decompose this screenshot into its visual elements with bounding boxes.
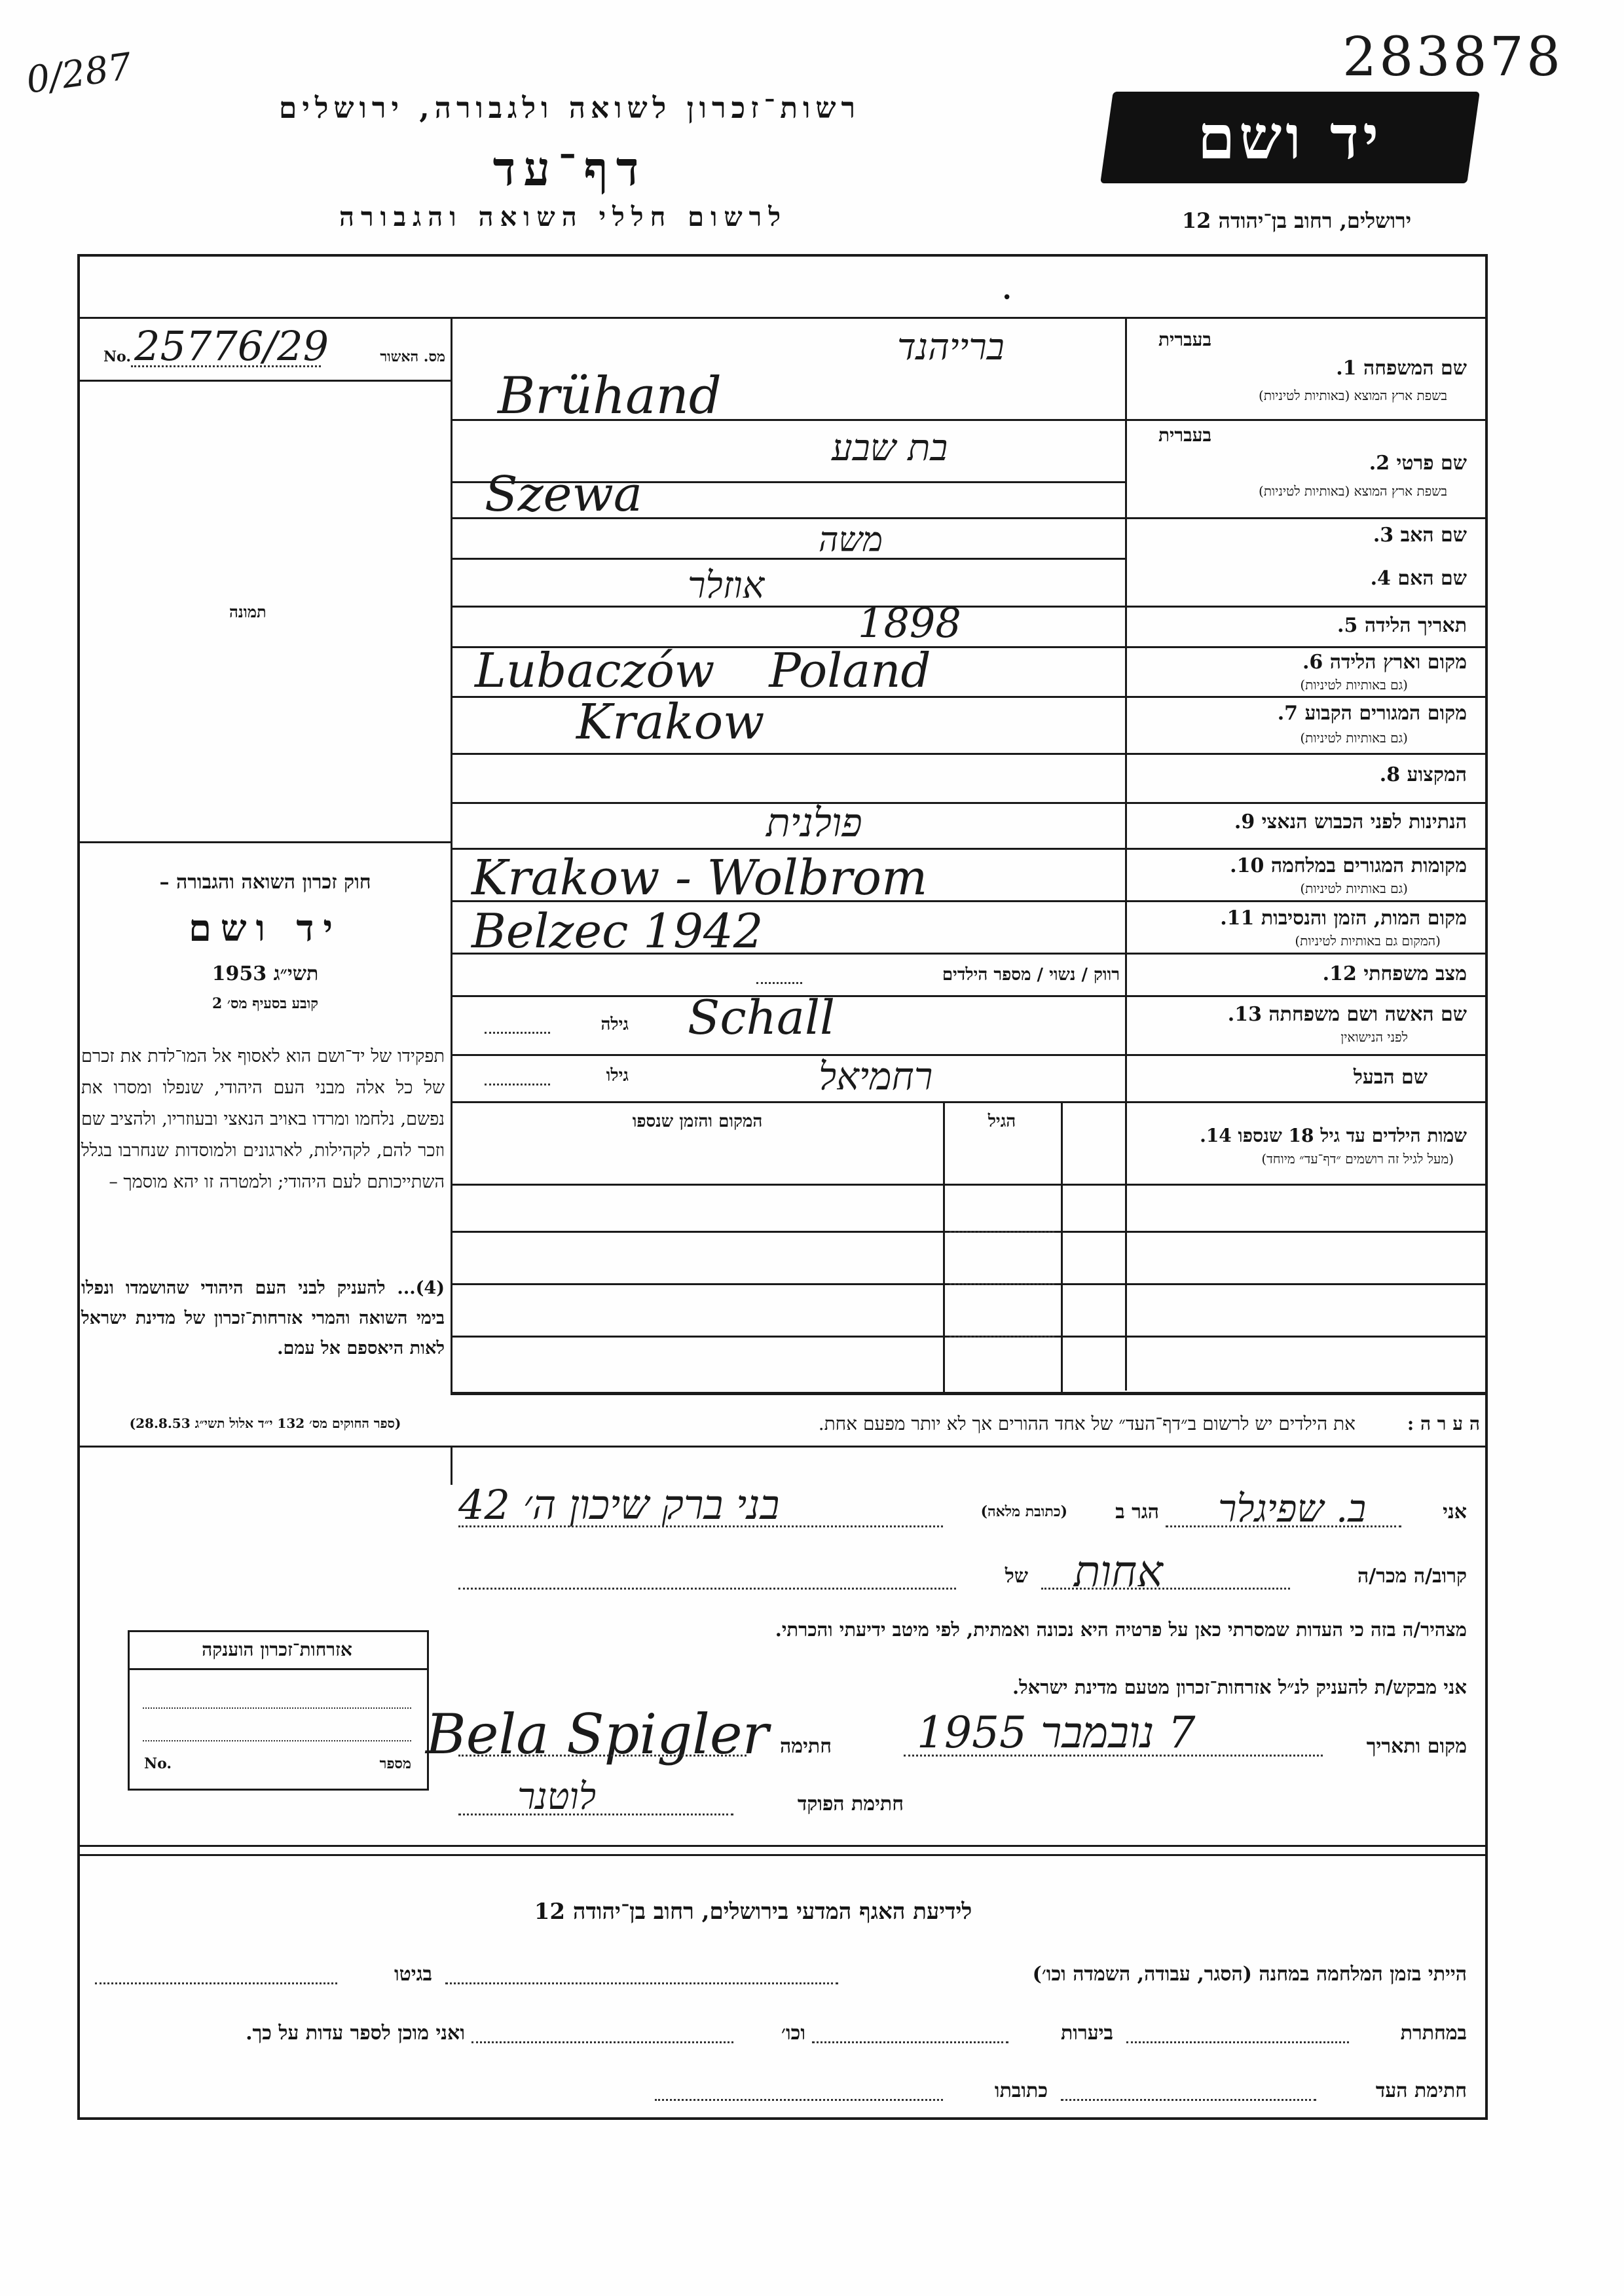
field-2-sub: בשפת ארץ המוצא (באותיות לטיניות) [1259, 483, 1447, 499]
husband-name: רחמיאל [819, 1054, 933, 1099]
of-label: של [1005, 1565, 1028, 1588]
field-5-label: תאריך הלידה 5. [1337, 614, 1467, 637]
bottom-line2-d: ואני מוכן לספר עדות על כך. [246, 2022, 465, 2045]
field-1-sub: בשפת ארץ המוצא (באותיות לטיניות) [1259, 388, 1447, 403]
family-name-hebrew: ברייהנד [897, 326, 1005, 369]
field-11-label: מקום המות, הזמן והנסיבות 11. [1220, 907, 1467, 930]
center-mark: • [1002, 288, 1012, 308]
field-14-label: שמות הילדים עד גיל 18 שנספו 14. [1200, 1125, 1467, 1146]
field-12-label: מצב משפחתי 12. [1322, 962, 1467, 985]
declaration: מצהיר/ה בזה כי העדות שמסרתי כאן על פרטיה היא נכונה ואמתית, לפי מיטב ידיעתי והכרתי. [775, 1618, 1467, 1641]
nationality: פולנית [766, 800, 862, 846]
permanent-residence: Krakow [576, 694, 765, 750]
field-1-label: שם המשפחה 1. [1336, 357, 1467, 380]
husband-age-label: גילו [606, 1066, 629, 1085]
field-2-label: שם פרטי 2. [1369, 452, 1467, 475]
relation-value: אחות [1074, 1546, 1163, 1597]
law-title: חוק זכרון השואה והגבורה – [159, 871, 371, 894]
bottom-title: לידיעת האגף המדעי בירושלים, רחוב בן־יהודה 12 [534, 1899, 972, 1925]
law-clause: קובע בסעיף מס׳ 2 [212, 995, 319, 1012]
field-6-sub: (גם באותיות לטיניות) [1300, 677, 1408, 693]
bottom-line3-b: כתובתו [994, 2079, 1048, 2102]
field-6-label: מקום וארץ הלידה 6. [1302, 651, 1467, 674]
form-title: דף־עד [492, 141, 647, 196]
citizenship-number-label: מספר [379, 1755, 411, 1772]
citizenship-title: אזרחות־זכרון הוענקה [202, 1639, 352, 1660]
children-col-age: הגיל [987, 1112, 1016, 1131]
note-text: את הילדים יש לרשום ב״דף־העד״ של אחד ההורים אך לא יותר מפעם אחת. [818, 1413, 1356, 1434]
header-address: ירושלים, רחוב בן־יהודה 12 [1181, 208, 1412, 233]
witness-address: בני ברק שיכון ה׳ 42 [458, 1481, 780, 1529]
field-13-label: שם האשה ושם משפחתה 13. [1227, 1003, 1467, 1026]
husband-label: שם הבעל [1353, 1066, 1428, 1089]
bottom-line2-b: ביערות [1060, 2022, 1113, 2045]
first-name-hebrew: בת שבע [832, 427, 948, 469]
signature-label: חתימה [780, 1735, 832, 1758]
citizenship-no-label: No. [144, 1755, 172, 1772]
father-name: משה [819, 520, 883, 560]
bottom-line1-b: בגיטו [394, 1963, 432, 1986]
law-text-2: (4)... להעניק לבני העם היהודי שהושמדו ונפלו בימי השואה והמרי אזרחות־זכרון של מדינת ישראל לאות היאספם אל עמם. [81, 1278, 445, 1358]
relative-label: קרוב/ה מכר/ה [1357, 1565, 1467, 1588]
law-text: תפקידו של יד־ושם הוא לאסוף אל המו־לדת את זכרם של כל אלה מבני העם היהודי, שנפלו ומסרו את נפשם, נלחמו ומרדו באויב הנאצי ובעוזריו, ולהציב שם וזכר להם, לקהילות, לארגונים ולמוסדות שנחרבו בגלל השתייכותם לעם היהודי; ולמטרה זו יהא מוסמך – [81, 1046, 445, 1192]
first-name-latin: Szewa [485, 466, 642, 522]
field-7-sub: (גם באותיות לטיניות) [1300, 730, 1408, 746]
law-reference: (ספר החוקים מס׳ 132 י״ד אלול תשי״ג 28.8.53) [129, 1415, 401, 1431]
citizenship-box [128, 1630, 429, 1791]
field-8-label: המקצוע 8. [1379, 763, 1467, 786]
field-7-label: מקום המגורים הקבוע 7. [1277, 702, 1467, 725]
approval-number: 25776/29 [134, 322, 329, 370]
law-year: תשי״ג 1953 [212, 962, 319, 985]
field-13-sub: לפני הנישואין [1340, 1029, 1408, 1045]
place-date-label: מקום ותאריך [1366, 1735, 1467, 1758]
field-2-hebrew-marker: בעברית [1158, 424, 1211, 446]
family-name-latin: Brühand [498, 367, 722, 426]
death-place: Belzec 1942 [471, 903, 764, 958]
witness-i-label: אני [1443, 1501, 1467, 1523]
note-label: ה ע ר ה : [1407, 1413, 1480, 1434]
approval-no: No. [103, 348, 131, 365]
resides-label: הגר ב [1115, 1501, 1159, 1523]
margin-note: 0/287 [24, 45, 135, 102]
officer-label: חתימת הפוקד [797, 1793, 904, 1815]
form-subtitle: לרשום חללי השואה והגבורה [339, 202, 788, 232]
wife-age-label: גילה [600, 1015, 629, 1034]
law-name: יד ושם [188, 907, 342, 950]
bottom-line3-a: חתימת העד [1375, 2079, 1467, 2102]
authority-title: רשות־זכרון לשואה ולגבורה, ירושלים [278, 92, 861, 125]
wartime-residence: Krakow - Wolbrom [471, 850, 928, 906]
witness-name: ב. שפיגלר [1218, 1486, 1367, 1531]
field-9-label: הנתינות לפני הכבוש הנאצי 9. [1234, 811, 1467, 833]
field-1-hebrew-marker: בעברית [1158, 329, 1211, 350]
bottom-line2-a: במחתרת [1400, 2022, 1467, 2045]
place-date-value: 7 נובמבר 1955 [917, 1707, 1196, 1758]
stamp-number: 283878 [1342, 26, 1564, 88]
field-10-sub: (גם באותיות לטיניות) [1300, 881, 1408, 896]
field-10-label: מקומות המגורים במלחמה 10. [1230, 854, 1467, 877]
photo-label: תמונה [229, 602, 267, 621]
field-11-sub: (המקום גם באותיות לטיניות) [1295, 933, 1441, 949]
birth-place: Lubaczów Poland [475, 643, 931, 698]
wife-maiden-name: Schall [688, 990, 835, 1045]
approval-label: מס. האשור [380, 348, 445, 365]
marital-options: רווק / נשוי / מספר הילדים [942, 965, 1120, 985]
request: אני מבקש/ת להעניק לנ״ל אזרחות־זכרון מטעם מדינת ישראל. [1012, 1676, 1467, 1698]
bottom-line2-c: וכו׳ [781, 2022, 805, 2045]
field-3-label: שם האב 3. [1373, 524, 1467, 547]
children-col-place: המקום והזמן שנספו [632, 1112, 763, 1131]
officer-signature: לוטנר [517, 1776, 597, 1818]
birth-date: 1898 [858, 599, 961, 647]
bottom-line1-a: הייתי בזמן המלחמה במחנה (הסגר, עבודה, השמדה וכו׳) [1032, 1963, 1467, 1986]
field-4-label: שם האם 4. [1370, 567, 1467, 590]
logo-text: יד ושם [1197, 102, 1383, 173]
field-14-sub: (מעל לגיל זה רושמים ״דף־עד״ מיוחד) [1261, 1151, 1454, 1167]
yad-vashem-logo [1100, 92, 1480, 183]
address-hint: (כתובת מלאה) [980, 1503, 1067, 1520]
mother-name: אוזלר [688, 564, 765, 607]
signature-value: Bela Spigler [426, 1702, 769, 1766]
